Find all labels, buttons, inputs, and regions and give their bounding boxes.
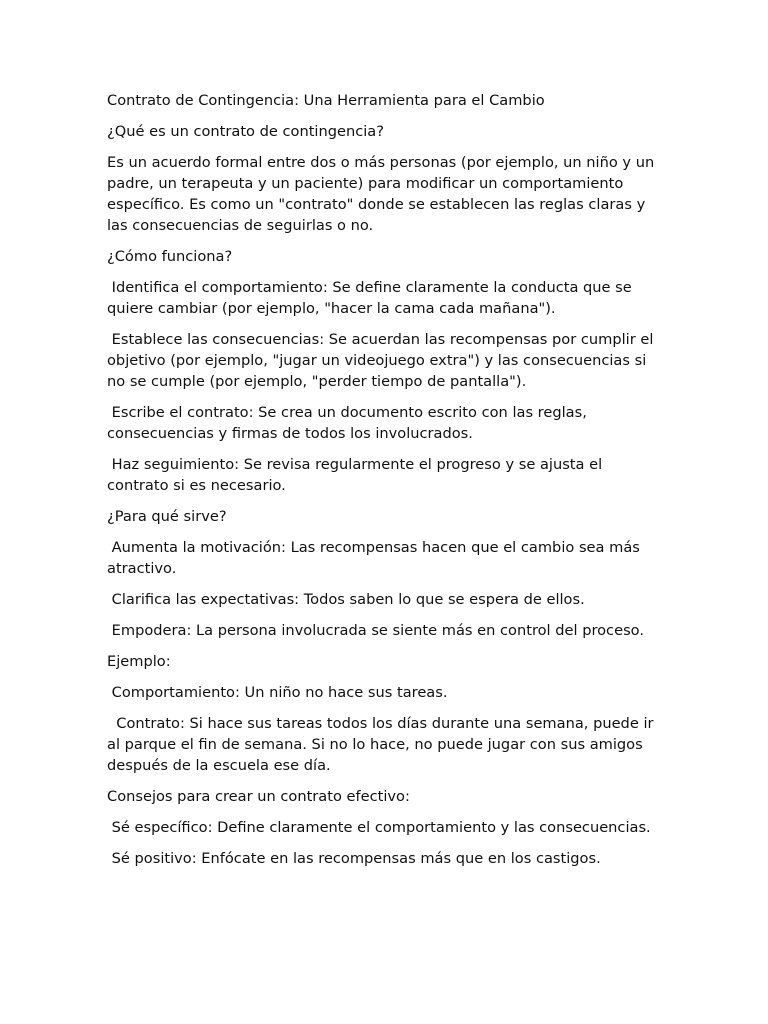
list-item: Sé positivo: Enfócate en las recompensas más que en los castigos. [107,850,601,867]
document-title: Contrato de Contingencia: Una Herramienta para el Cambio [107,92,545,109]
question-heading: ¿Qué es un contrato de contingencia? [107,123,384,140]
list-item: Establece las consecuencias: Se acuerdan las recompensas por cumplir el objetivo (por ejemplo, "jugar un videojuego extra") y las consecuencias si no se cumple (por ejemplo, "perder tiempo de pantalla"). [107,331,659,390]
list-item: Sé específico: Define claramente el comportamiento y las consecuencias. [107,819,651,836]
definition-paragraph: Es un acuerdo formal entre dos o más personas (por ejemplo, un niño y un padre, un terapeuta y un paciente) para modificar un comportamiento específico. Es como un "contrato" donde se establecen las reglas claras y las consecuencias de seguirlas o no. [107,154,659,234]
list-item: Escribe el contrato: Se crea un documento escrito con las reglas, consecuencias y firmas de todos los involucrados. [107,404,592,442]
list-item: Haz seguimiento: Se revisa regularmente el progreso y se ajusta el contrato si es necesario. [107,456,607,494]
list-item: Clarifica las expectativas: Todos saben lo que se espera de ellos. [107,591,585,608]
document-page [107,90,667,879]
list-item: Identifica el comportamiento: Se define claramente la conducta que se quiere cambiar (por ejemplo, "hacer la cama cada mañana"). [107,279,637,317]
list-item: Aumenta la motivación: Las recompensas hacen que el cambio sea más atractivo. [107,539,645,577]
section-heading: ¿Cómo funciona? [107,248,233,265]
list-item: Comportamiento: Un niño no hace sus tareas. [107,684,448,701]
list-item: Empodera: La persona involucrada se siente más en control del proceso. [107,622,644,639]
section-heading: Ejemplo: [107,653,171,670]
list-item: Contrato: Si hace sus tareas todos los días durante una semana, puede ir al parque el fin de semana. Si no lo hace, no puede jugar con sus amigos después de la escuela ese día. [107,715,659,774]
section-heading: Consejos para crear un contrato efectivo: [107,788,410,805]
section-heading: ¿Para qué sirve? [107,508,227,525]
